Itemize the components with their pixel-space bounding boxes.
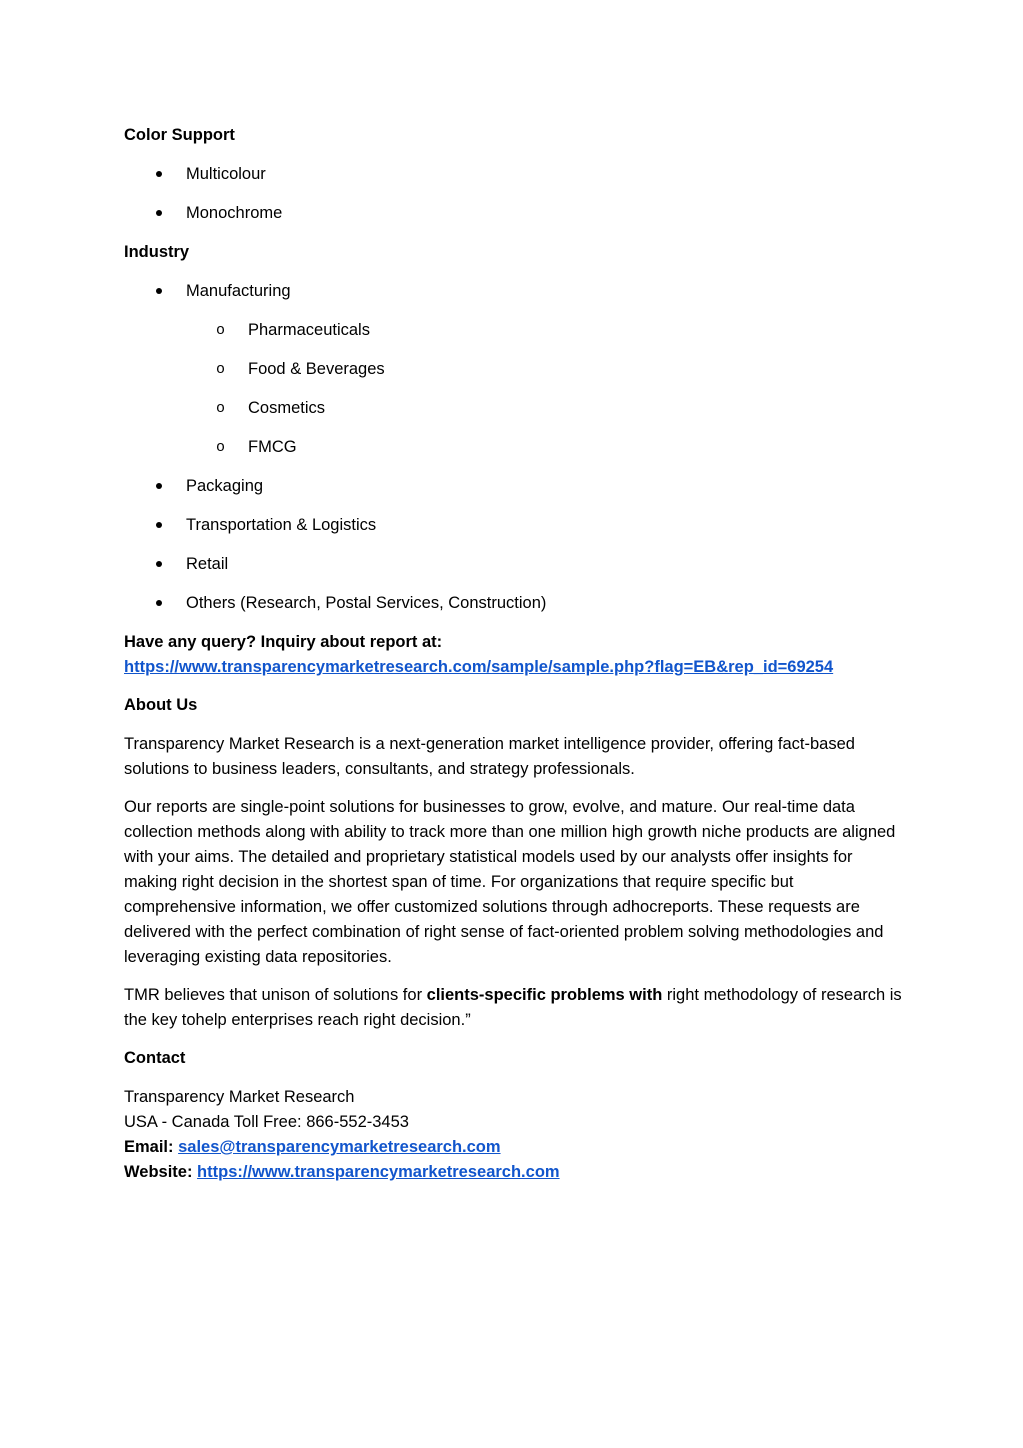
list-item: Retail: [124, 552, 904, 577]
color-support-heading: Color Support: [124, 126, 235, 144]
about-paragraph-2: Our reports are single-point solutions for businesses to grow, evolve, and mature. Our real-time data collection methods along with ability to track more than one million high growth niche products are aligned with your aims. The detailed and proprietary statistical models used by our analysts offer insights for making right decision in the shortest span of time. For organizations that require specific but comprehensive information, we offer customized solutions through adhocreports. These requests are delivered with the perfect combination of right sense of fact-oriented problem solving methodologies and leveraging existing data repositories.: [124, 798, 896, 966]
email-link[interactable]: sales@transparencymarketresearch.com: [178, 1138, 501, 1156]
sub-list-item: o Food & Beverages: [124, 357, 904, 382]
color-support-list: [124, 162, 904, 226]
contact-website-row: [124, 1160, 904, 1185]
about-paragraph-3: [124, 983, 904, 1033]
sub-list-item: o FMCG: [124, 435, 904, 460]
about-p3-start: TMR believes that unison of solutions for: [124, 986, 427, 1004]
about-p3-bold: clients-specific problems with: [426, 986, 663, 1004]
about-paragraph-1: Transparency Market Research is a next-generation market intelligence provider, offering fact-based solutions to business leaders, consultants, and strategy professionals.: [124, 735, 855, 778]
contact-toll-free: USA - Canada Toll Free: 866-552-3453: [124, 1113, 409, 1131]
about-p3-end: right methodology of research is the key tohelp enterprises reach right decision.”: [124, 986, 902, 1029]
contact-company: Transparency Market Research: [124, 1088, 355, 1106]
list-item: Multicolour: [124, 162, 904, 187]
query-label: Have any query? Inquiry about report at:: [124, 633, 443, 651]
contact-heading: Contact: [124, 1049, 186, 1067]
website-link[interactable]: https://www.transparencymarketresearch.com: [197, 1163, 560, 1181]
sub-list-item: o Pharmaceuticals: [124, 318, 904, 343]
industry-list: [124, 279, 904, 616]
list-item: Transportation & Logistics: [124, 513, 904, 538]
sub-list-item: o Cosmetics: [124, 396, 904, 421]
query-block: [124, 630, 904, 680]
document-page: [124, 123, 904, 1185]
list-item-manufacturing: Manufacturing: [124, 279, 904, 304]
contact-email-row: [124, 1135, 904, 1160]
about-us-heading: About Us: [124, 696, 198, 714]
sample-report-link[interactable]: https://www.transparencymarketresearch.com/sample/sample.php?flag=EB&rep_id=69254: [124, 658, 834, 676]
email-label: Email:: [124, 1138, 179, 1156]
industry-heading: Industry: [124, 243, 190, 261]
list-item: Monochrome: [124, 201, 904, 226]
contact-block: [124, 1085, 904, 1185]
website-label: Website:: [124, 1163, 198, 1181]
list-item: Packaging: [124, 474, 904, 499]
list-item: Others (Research, Postal Services, Construction): [124, 591, 904, 616]
